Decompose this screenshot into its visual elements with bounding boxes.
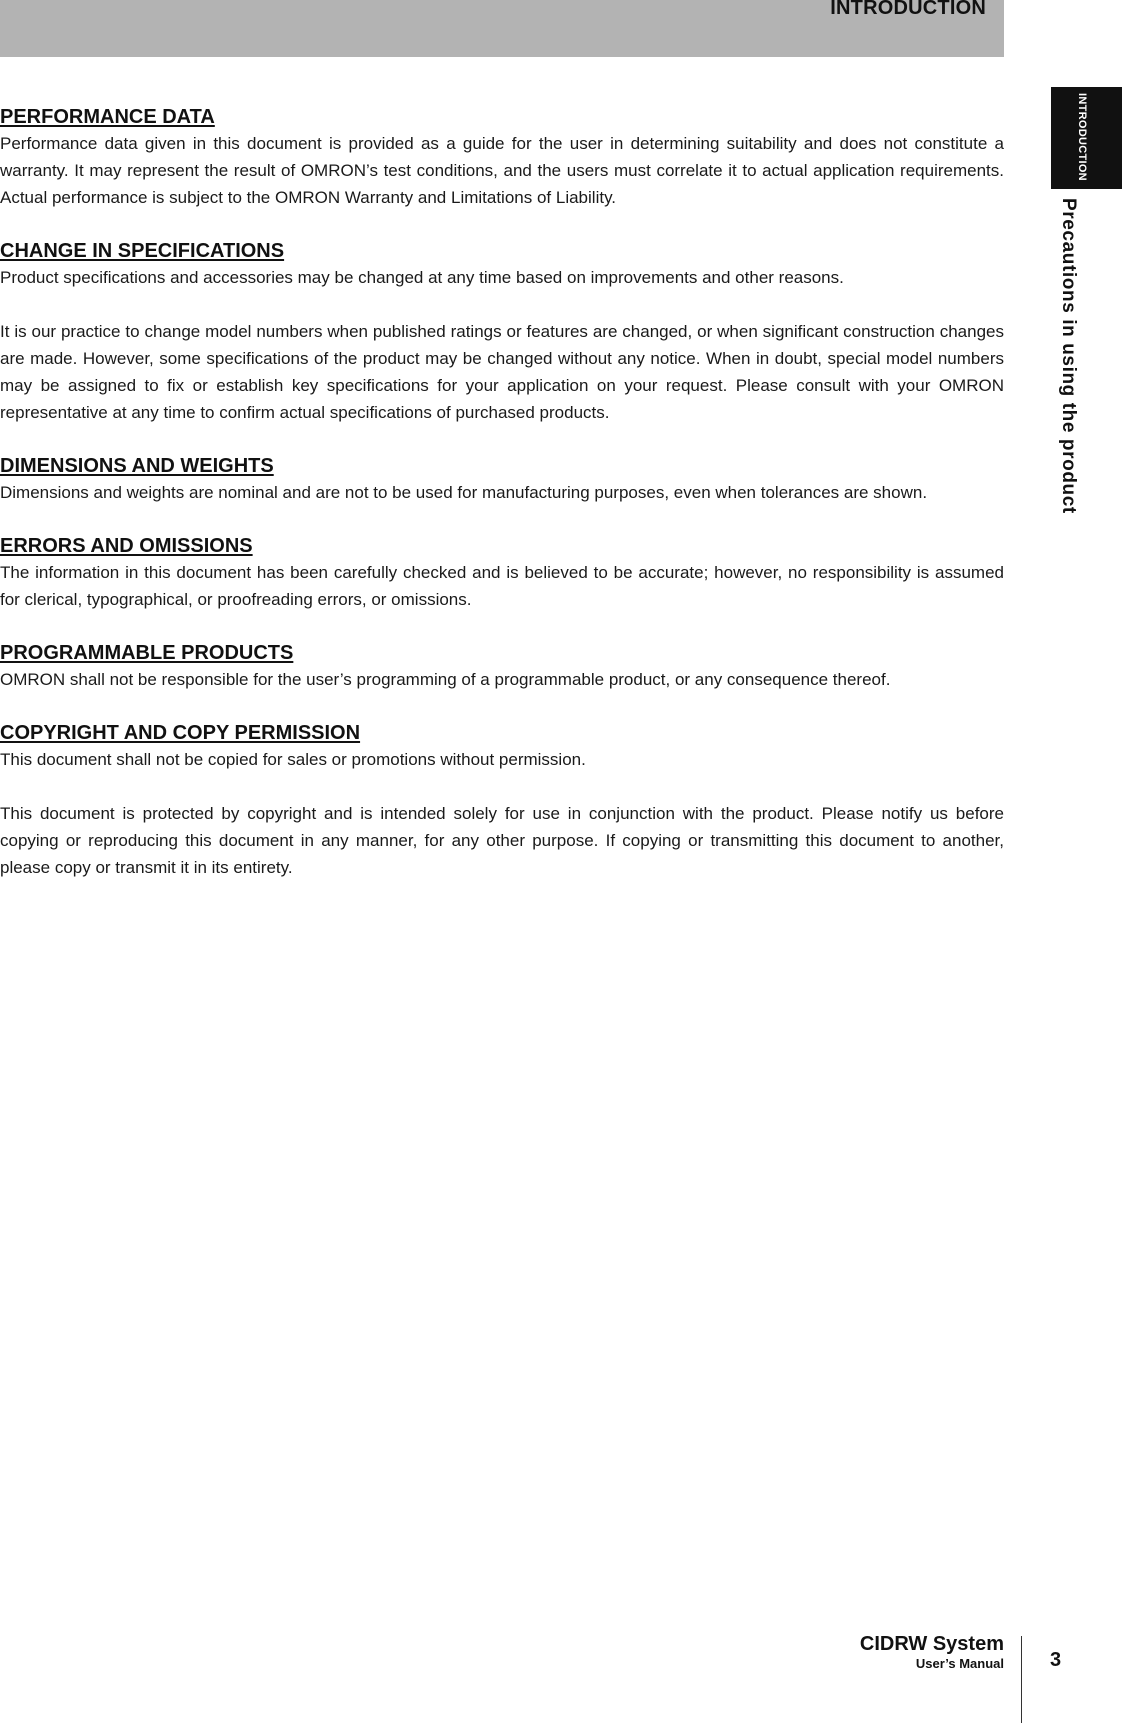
section-heading: CHANGE IN SPECIFICATIONS [0,240,285,262]
main-content [0,104,1004,908]
section-dimensions-and-weights [0,453,1004,506]
footer-manual-subtitle: User’s Manual [915,1656,1004,1671]
section-paragraph: It is our practice to change model numbers when published ratings or features are changed, or when significant construction changes are made. However, some specifications of the product may be changed without any notice. When in doubt, special model numbers may be assigned to fix or establish key specifications for your application on your request. Please consult with your OMRON representative at any time to confirm actual specifications of purchased products. [0,322,1004,422]
page-number: 3 [1050,1649,1062,1671]
footer-manual-title: CIDRW System [859,1633,1004,1655]
section-heading: COPYRIGHT AND COPY PERMISSION [0,722,361,744]
section-heading: DIMENSIONS AND WEIGHTS [0,455,274,477]
section-paragraph: Performance data given in this document is provided as a guide for the user in determining suitability and does not constitute a warranty. It may represent the result of OMRON’s test conditions, and the users must correlate it to actual application requirements. Actual performance is subject to the OMRON Warranty and Limitations of Liability. [0,134,1004,207]
header-title: INTRODUCTION [830,0,986,19]
section-change-in-specifications [0,238,1004,426]
header-bar [0,0,1004,57]
section-paragraph: OMRON shall not be responsible for the user’s programming of a programmable product, or any consequence thereof. [0,670,891,689]
footer-divider [1021,1636,1022,1723]
side-chapter-title: Precautions in using the product [1058,198,1079,514]
section-errors-and-omissions [0,533,1004,613]
section-heading: PROGRAMMABLE PRODUCTS [0,642,294,664]
section-programmable-products [0,640,1004,693]
section-paragraph: Dimensions and weights are nominal and are not to be used for manufacturing purposes, even when tolerances are shown. [0,483,928,502]
section-paragraph: This document shall not be copied for sales or promotions without permission. [0,750,586,769]
section-paragraph: Product specifications and accessories may be changed at any time based on improvements and other reasons. [0,268,844,287]
section-paragraph: The information in this document has been carefully checked and is believed to be accurate; however, no responsibility is assumed for clerical, typographical, or proofreading errors, or omissions. [0,563,1004,609]
side-tab-label: INTRODUCTION [1076,93,1088,181]
section-performance-data [0,104,1004,211]
section-paragraph: This document is protected by copyright and is intended solely for use in conjunction with the product. Please notify us before copying or reproducing this document in any manner, for any other purpose. If copying or transmitting this document to another, please copy or transmit it in its entirety. [0,804,1004,877]
section-copyright-and-copy-permission [0,720,1004,881]
side-tab [1051,87,1122,189]
footer-brand [860,1632,1004,1672]
section-heading: PERFORMANCE DATA [0,106,215,128]
section-heading: ERRORS AND OMISSIONS [0,535,253,557]
